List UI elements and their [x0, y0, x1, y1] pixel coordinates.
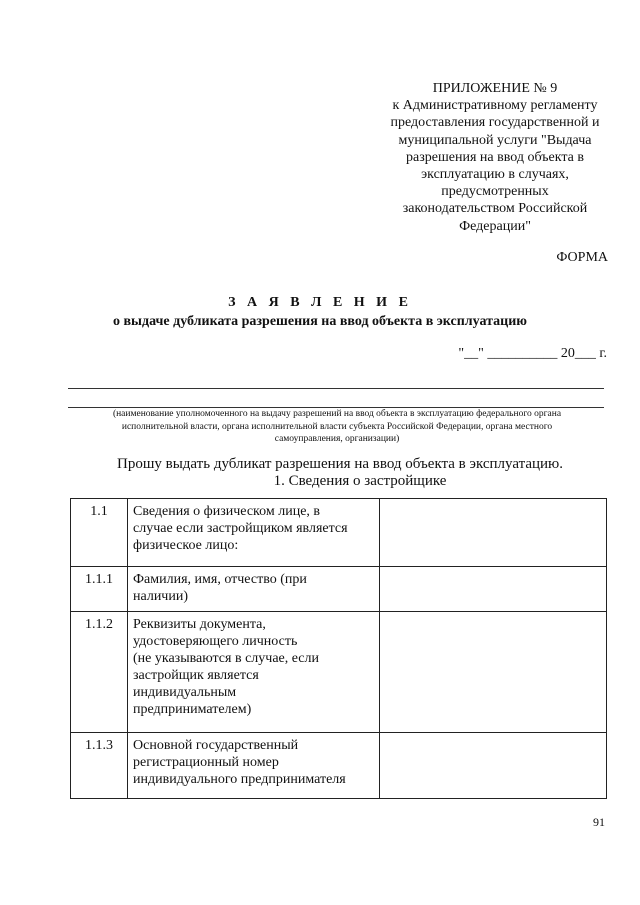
table-row: [71, 499, 607, 567]
request-text: Прошу выдать дубликат разрешения на ввод объекта в эксплуатацию.: [116, 456, 564, 472]
document-subtitle: о выдаче дубликата разрешения на ввод объекта в эксплуатацию: [113, 314, 527, 329]
row-label: [128, 567, 380, 612]
authority-fill-line: [68, 388, 604, 389]
row-label: [128, 499, 380, 567]
row-label: [128, 733, 380, 799]
row-value[interactable]: [380, 612, 607, 733]
row-number: 1.1.2: [71, 612, 128, 733]
row-label-line: (не указываются в случае, если: [133, 651, 319, 666]
appendix-line: предоставления государственной и: [390, 115, 600, 131]
appendix-line: ПРИЛОЖЕНИЕ № 9: [432, 81, 558, 96]
row-label-line: предпринимателем): [133, 702, 252, 717]
row-label-line: Основной государственный: [133, 738, 299, 753]
row-label-line: Фамилия, имя, отчество (при: [133, 572, 307, 587]
row-number: 1.1: [71, 499, 128, 567]
row-label-line: регистрационный номер: [133, 755, 279, 770]
document-title: З А Я В Л Е Н И Е: [228, 295, 412, 310]
appendix-line: предусмотренных: [441, 184, 549, 200]
row-label-line: Сведения о физическом лице, в: [133, 504, 321, 519]
row-label-line: удостоверяющего личность: [133, 634, 298, 649]
table-row: [71, 733, 607, 799]
appendix-line: к Административному регламенту: [392, 98, 598, 114]
table-row: [71, 567, 607, 612]
page-number: 91: [593, 815, 605, 829]
authority-hint: [64, 408, 610, 446]
applicant-info-table: [70, 498, 607, 799]
authority-hint-line: исполнительной власти, органа исполнительной власти субъекта Российской Федерации, органа местного: [121, 421, 553, 432]
appendix-line: разрешения на ввод объекта в: [406, 149, 584, 165]
row-label-line: случае если застройщиком является: [133, 521, 348, 536]
row-number: 1.1.3: [71, 733, 128, 799]
row-label-line: Реквизиты документа,: [133, 617, 266, 632]
row-label-line: застройщик является: [133, 668, 259, 683]
authority-hint-line: (наименование уполномоченного на выдачу разрешений на ввод объекта в эксплуатацию федерального органа: [112, 409, 562, 419]
appendix-line: законодательством Российской: [402, 201, 588, 217]
appendix-header: [376, 80, 614, 235]
appendix-line: муниципальной услуги "Выдача: [398, 132, 592, 148]
row-number: 1.1.1: [71, 567, 128, 612]
row-label: [128, 612, 380, 733]
date-line: "__" __________ 20___ г.: [458, 346, 607, 361]
appendix-line: эксплуатацию в случаях,: [421, 167, 569, 183]
row-value[interactable]: [380, 567, 607, 612]
table-row: [71, 612, 607, 733]
row-label-line: индивидуальным: [133, 685, 237, 700]
section-title: 1. Сведения о застройщике: [273, 473, 447, 489]
authority-hint-line: самоуправления, организации): [274, 434, 400, 444]
appendix-line: Федерации": [459, 218, 531, 234]
row-label-line: индивидуального предпринимателя: [133, 772, 346, 787]
form-label: ФОРМА: [556, 250, 608, 265]
row-value[interactable]: [380, 499, 607, 567]
row-label-line: наличии): [133, 589, 188, 604]
row-label-line: физическое лицо:: [133, 538, 239, 553]
row-value[interactable]: [380, 733, 607, 799]
